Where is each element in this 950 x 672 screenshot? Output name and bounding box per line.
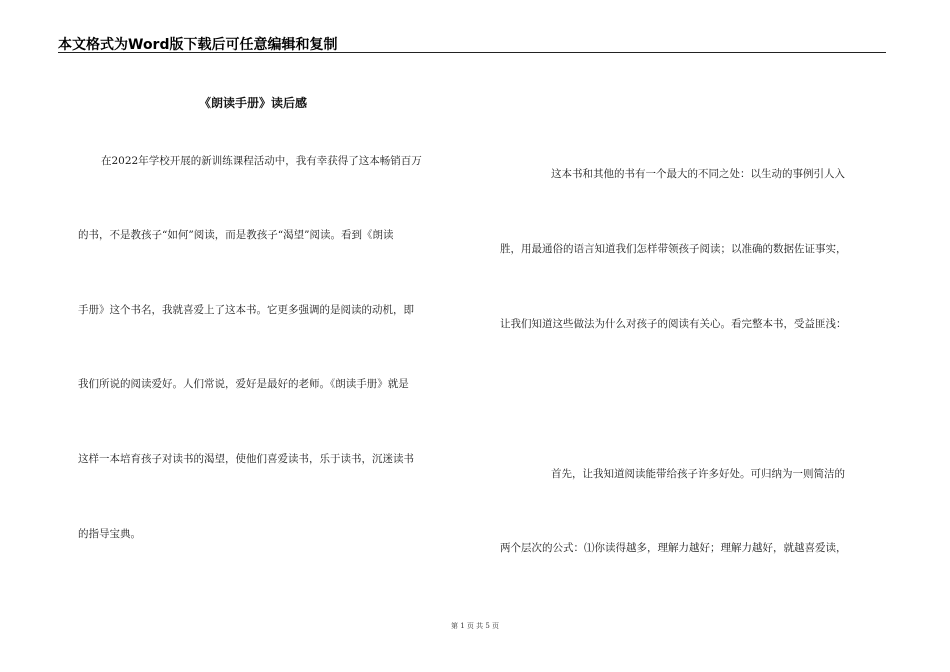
paragraph-line: 让我们知道这些做法为什么对孩子的阅读有关心。看完整本书，受益匪浅： [500,318,847,330]
paragraph-line: 这样一本培育孩子对读书的渴望，使他们喜爱读书，乐于读书，沉迷读书 [78,453,414,465]
header-divider [58,52,886,53]
page-number-footer: 第 1 页 共 5 页 [450,622,500,630]
paragraph-line: 胜，用最通俗的语言知道我们怎样带领孩子阅读；以准确的数据佐证事实， [500,243,847,255]
page-header: 本文格式为Word版下载后可任意编辑和复制 [58,37,338,53]
paragraph-line: 手册》这个书名，我就喜爱上了这本书。它更多强调的是阅读的动机，即 [78,304,414,316]
document-title: 《朗读手册》读后感 [199,96,308,110]
paragraph-line: 两个层次的公式：⑴你读得越多，理解力越好；理解力越好，就越喜爱读， [500,542,847,554]
paragraph-line: 的书，不是教孩子“如何”阅读，而是教孩子“渴望”阅读。看到《朗读 [78,229,394,241]
paragraph-line: 的指导宝典。 [78,528,141,540]
paragraph-line: 我们所说的阅读爱好。人们常说，爱好是最好的老师。《朗读手册》就是 [78,378,409,390]
paragraph-line: 首先，让我知道阅读能带给孩子许多好处。可归纳为一则简洁的 [551,468,845,480]
paragraph-line: 在2022年学校开展的新训练课程活动中，我有幸获得了这本畅销百万 [101,155,422,167]
paragraph-line: 这本书和其他的书有一个最大的不同之处：以生动的事例引人入 [551,168,845,180]
